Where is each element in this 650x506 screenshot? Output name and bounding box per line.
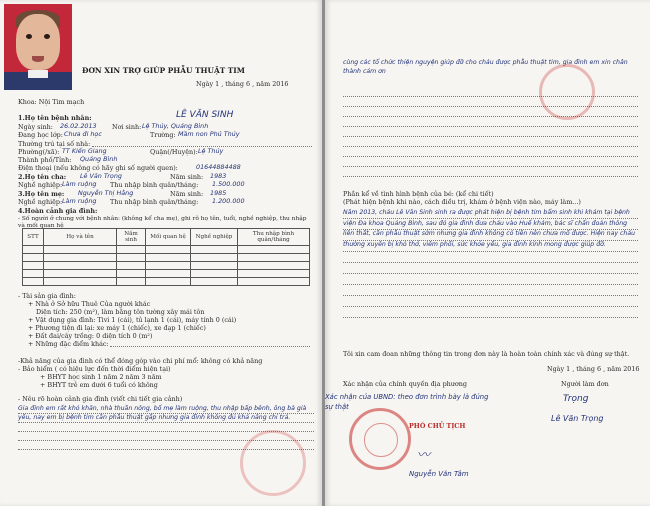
mother-income-value: 1.200.000: [212, 197, 245, 205]
mother-income-label: Thu nhập bình quân/tháng:: [110, 198, 199, 206]
school-name-value: Mầm non Phú Thủy: [178, 130, 240, 138]
department: Khoa: Nội Tim mạch: [18, 98, 85, 106]
official-signature-mark: 〰: [417, 448, 431, 463]
city-value: Quảng Bình: [80, 155, 118, 163]
assets-area: Diện tích: 250 (m²), làm bằng tôn tường xây mái tôn: [36, 308, 205, 316]
phone-value: 01644884488: [196, 163, 241, 171]
father-birth-label: Năm sinh:: [170, 173, 204, 181]
patient-photo: [4, 4, 72, 90]
table-row: [23, 278, 310, 286]
table-header: Mối quan hệ: [146, 229, 191, 246]
application-form-page-1: [0, 0, 322, 506]
district-value: Lệ Thủy: [198, 147, 224, 155]
medical-history-note: (Phát hiện bệnh khi nào, cách điều trị, khám ở bệnh viện nào, máy làm...): [343, 198, 581, 206]
official-seal: [349, 408, 411, 470]
contribution-ability: -Khả năng của gia đình có thể đóng góp vào chi phí mổ: không có khả năng: [18, 357, 263, 365]
table-header-row: [23, 229, 310, 246]
assets-house: + Nhà ở Sở hữu Thuê Của người khác: [28, 300, 151, 308]
dob-label: Ngày sinh:: [18, 123, 53, 131]
household-note-2: và mối quan hệ: [18, 223, 64, 229]
insurance-label: - Bảo hiểm ( có hiệu lực đến thời điểm hiện tại): [18, 365, 171, 373]
signature-date: Ngày 1 , tháng 6 , năm 2016: [547, 365, 640, 373]
school-value: Chưa đi học: [64, 130, 102, 138]
father-birth-value: 1983: [210, 172, 227, 180]
table-header: Họ và tên: [44, 229, 117, 246]
section-2-header: 2.Họ tên cha:: [18, 173, 67, 181]
table-header: Năm sinh: [117, 229, 146, 246]
dob-value: 26.02.2013: [60, 122, 97, 130]
assets-other: + Những đặc điểm khác:: [28, 340, 109, 348]
mother-birth-value: 1985: [210, 189, 227, 197]
table-header: STT: [23, 229, 44, 246]
insurance-child: + BHYT trẻ em dưới 6 tuổi có không: [40, 381, 158, 389]
form-title: ĐƠN XIN TRỢ GIÚP PHẪU THUẬT TIM: [82, 66, 245, 75]
medical-history-text: Năm 2013, cháu Lê Văn Sinh sinh ra được phát hiện bị bệnh tim bẩm sinh khi khám tại bệnh viện Đa khoa Quảng Bình, sau đó gia đình đưa cháu vào Huế khám, bác sĩ chẩn đoán thông liên thất, cần phẫu thuật sớm nhưng gia đình không có tiền nên chưa mổ được. Hiện nay cháu thường xuyên bị khó thở, viêm phổi, sức khỏe yếu, gia đình kính mong được giúp đỡ.: [343, 209, 636, 248]
table-row: [23, 254, 310, 262]
ward-value: TT Kiến Giang: [62, 147, 107, 155]
household-note: - Số người ở chung với bệnh nhân: (không kể cha mẹ), ghi rõ họ tên, tuổi, nghề nghiệp, thu nhập: [18, 216, 307, 222]
family-details-text: Gia đình em rất khó khăn, nhà thuần nông, bố mẹ làm ruộng, thu nhập bấp bênh, ông bà già yếu, nay em bị bệnh tim cần phẫu thuật gấp nhưng gia đình không đủ khả năng chi trả.: [18, 405, 307, 421]
assets-goods: + Vật dụng gia đình: Tivi 1 (cái), tủ lạnh 1 (cái), máy tính 0 (cái): [28, 316, 237, 324]
assets-header: - Tài sản gia đình:: [18, 292, 76, 300]
table-row: [23, 270, 310, 278]
table-header: Thu nhập bình quân/tháng: [238, 229, 310, 246]
father-job-value: Làm ruộng: [62, 180, 97, 188]
faded-stamp-top: [539, 64, 595, 120]
continuation-text: cùng các tổ chức thiện nguyện giúp đỡ cho cháu được phẫu thuật tim, gia đình em xin chân thành cảm ơn: [343, 59, 628, 75]
faded-stamp: [240, 430, 306, 496]
form-date: Ngày 1 , tháng 6 , năm 2016: [196, 80, 289, 88]
mother-birth-label: Năm sinh:: [170, 190, 204, 198]
father-job-label: Nghề nghiệp:: [18, 181, 63, 189]
applicant-label: Người làm đơn: [561, 380, 609, 388]
official-name: Nguyễn Văn Tâm: [409, 470, 469, 478]
local-authority-label: Xác nhận của chính quyền địa phương: [343, 380, 467, 388]
section-1-header: 1.Họ tên bệnh nhân:: [18, 114, 92, 122]
father-income-value: 1.500.000: [212, 180, 245, 188]
mother-job-label: Nghề nghiệp:: [18, 198, 63, 206]
table-row: [23, 246, 310, 254]
father-income-label: Thu nhập bình quân/tháng:: [110, 181, 199, 189]
pob-label: Nơi sinh:: [112, 123, 142, 131]
phone-label: Điện thoại (nếu không có hãy ghi số người quen):: [18, 164, 178, 172]
applicant-name: Lê Văn Trọng: [551, 414, 604, 423]
application-form-page-2: [325, 0, 650, 506]
insurance-student: + BHYT học sinh 1 năm 2 năm 3 năm: [40, 373, 162, 381]
authority-confirmation: Xác nhận của UBND: theo đơn trình bày là đúng sự thật: [325, 393, 489, 411]
mother-name: Nguyễn Thị Hằng: [78, 189, 134, 197]
table-row: [23, 262, 310, 270]
commitment-statement: Tôi xin cam đoan những thông tin trong đơn này là hoàn toàn chính xác và đúng sự thật.: [343, 350, 630, 358]
ward-label: Phường(/xã):: [18, 148, 60, 156]
assets-land: + Đất đai/cây trồng: 0 diện tích 0 (m²): [28, 332, 153, 340]
permanent-address-label: Thường trú tại số nhà:: [18, 140, 91, 148]
applicant-signature: Trọng: [563, 394, 589, 404]
school-label: Đang học lớp:: [18, 131, 63, 139]
table-header: Nghề nghiệp: [191, 229, 238, 246]
city-label: Thành phố/Tỉnh:: [18, 156, 72, 164]
mother-job-value: Làm ruộng: [62, 197, 97, 205]
section-3-header: 3.Họ tên mẹ:: [18, 190, 65, 198]
details-header: - Nêu rõ hoàn cảnh gia đình (viết chi tiết gia cảnh): [18, 395, 183, 403]
stamp-title: PHÓ CHỦ TỊCH: [409, 422, 466, 430]
pob-value: Lệ Thủy, Quảng Bình: [142, 122, 209, 130]
medical-history-header: Phần kể về tình hình bệnh của bé: (kể chi tiết): [343, 190, 494, 198]
school-name-label: Trường:: [150, 131, 176, 139]
patient-name: LÊ VĂN SINH: [176, 110, 234, 120]
father-name: Lê Văn Trọng: [80, 172, 122, 180]
section-4-header: 4.Hoàn cảnh gia đình:: [18, 207, 98, 215]
household-table: [22, 228, 310, 286]
district-label: Quận(/Huyện):: [150, 148, 198, 156]
assets-transport: + Phương tiện đi lại: xe máy 1 (chiếc), xe đạp 1 (chiếc): [28, 324, 206, 332]
